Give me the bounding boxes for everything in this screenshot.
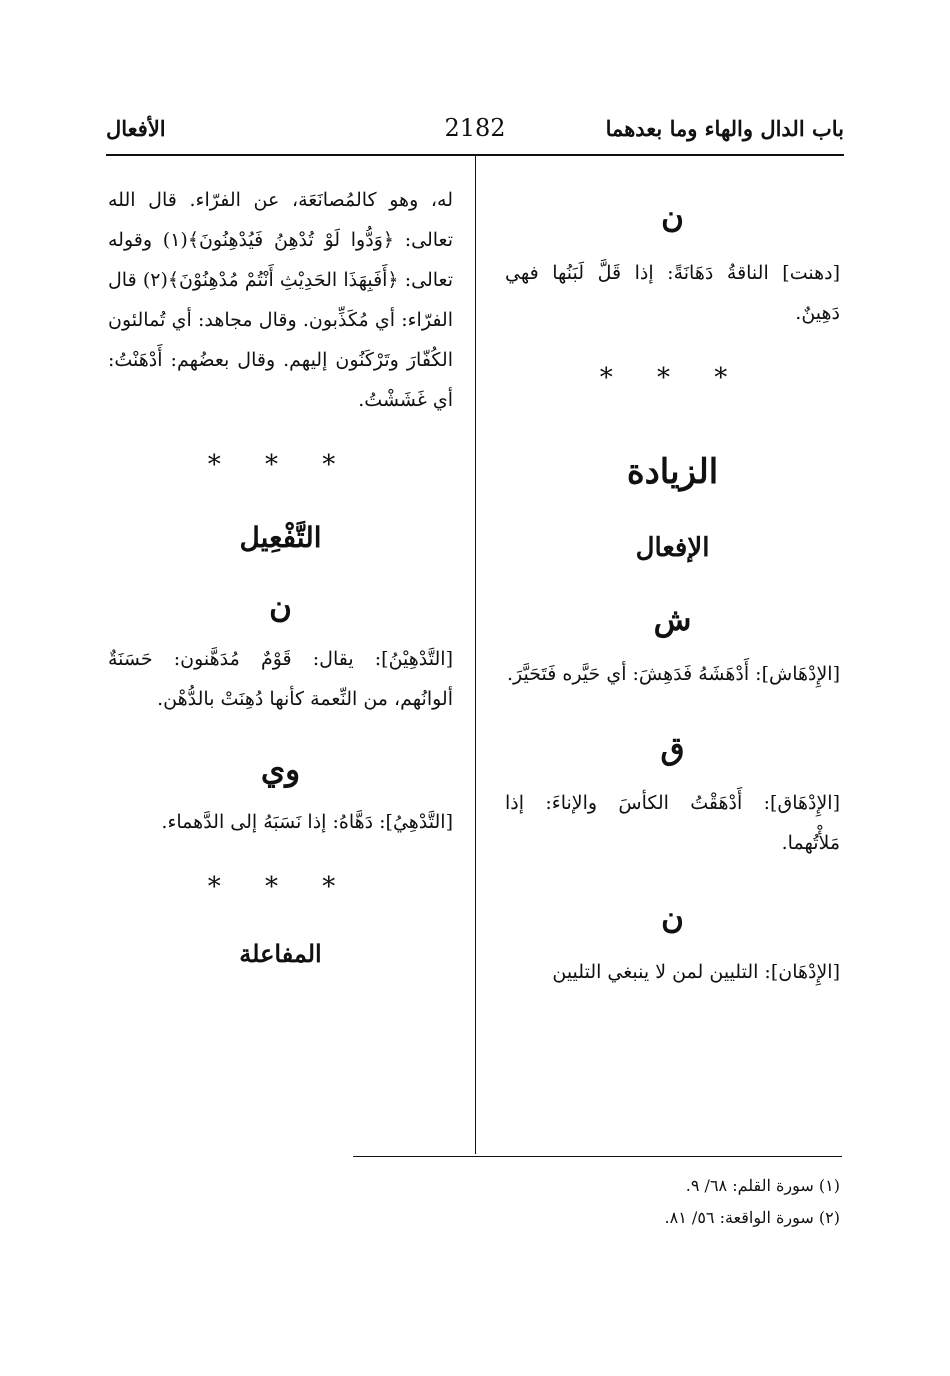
letter-heading-waw-ya: وي [260, 752, 301, 788]
section-running-title: الأفعال [106, 116, 166, 141]
footnote-2: (٢) سورة الواقعة: ٥٦/ ٨١. [664, 1208, 840, 1227]
page-number: 2182 [444, 114, 506, 142]
letter-heading-nun: ن [269, 589, 292, 625]
footnote-rule [353, 1156, 842, 1157]
right-column [505, 180, 840, 992]
footnote-1: (١) سورة القلم: ٦٨/ ٩. [685, 1176, 840, 1195]
footnotes [360, 1170, 840, 1234]
letter-heading-shin: ش [653, 602, 692, 638]
section-separator: * * * [207, 872, 354, 902]
entry-idhaq: [الإِدْهَاق]: أَدْهَقْتُ الكأسَ والإناءَ: إذا مَلأْتُهما. [505, 792, 840, 854]
entry-idhan-continuation: له، وهو كالمُصانَعَة، عن الفرّاء. قال الله تعالى: ﴿وَدُّوا لَوْ تُدْهِنُ فَيُدْهِنُونَ﴾(١) وقوله تعالى: ﴿أَفَبِهَذَا الحَدِيْثِ أَنْتُمْ مُدْهِنُوْنَ﴾(٢) قال الفرّاء: أي مُكَذِّبون. وقال مجاهد: أي تُمالئون الكُفّارَ وتَرْكَنُون إليهم. وقال بعضُهم: أَدْهَنْتُ: أي غَشَشْتُ. [108, 189, 453, 411]
section-separator: * * * [599, 363, 746, 393]
letter-heading-nun: ن [661, 199, 684, 235]
section-title-tafil: التَّفْعِيل [239, 521, 322, 554]
section-separator: * * * [207, 450, 354, 480]
section-title-mufaala: المفاعلة [239, 939, 322, 968]
letter-heading-nun-2: ن [661, 900, 684, 936]
chapter-title: باب الدال والهاء وما بعدهما [605, 116, 844, 141]
entry-idhan: [الإِدْهَان]: التليين لمن لا ينبغي التليين [552, 961, 840, 983]
left-column [108, 180, 453, 966]
entry-idhash: [الإِدْهَاش]: أَدْهَشَهُ فَدَهِشَ: أي حَيَّره فَتَحَيَّرَ. [506, 663, 840, 685]
subsection-title-ifal: الإفعال [635, 533, 710, 563]
entry-dahanat: [دهنت] الناقةُ دَهَانَةً: إذا قَلَّ لَبَنُها فهي دَهِينٌ. [505, 262, 840, 324]
letter-heading-qaf: ق [660, 731, 685, 767]
entry-tadhi: [التَّدْهِيُ]: دَهَّاهُ: إذا نَسَبَهُ إلى الدَّهماء. [161, 811, 453, 833]
column-divider [475, 156, 476, 1154]
page-header [106, 112, 844, 152]
entry-tadhin: [التَّدْهِيْنُ]: يقال: قَوْمٌ مُدَهَّنون: حَسَنَةٌ ألوانُهم، من النِّعمة كأنها دُهِنَتْ بالدُّهْن. [108, 648, 453, 710]
section-title-ziyada: الزيادة [626, 452, 719, 492]
